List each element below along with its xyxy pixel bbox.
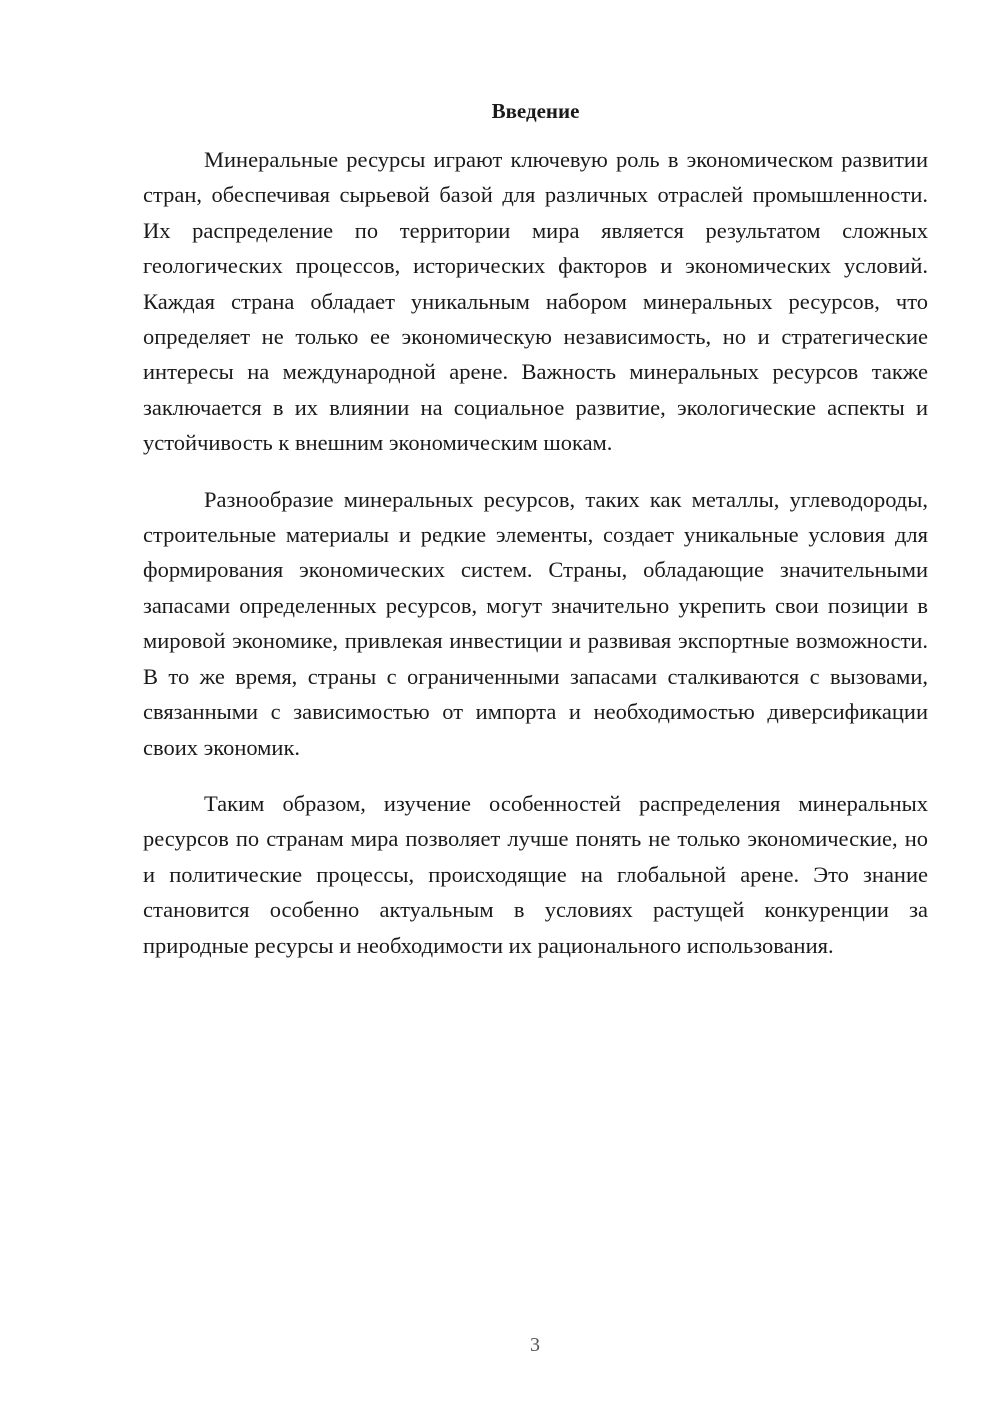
paragraph-1: Минеральные ресурсы играют ключевую роль в экономическом развитии стран, обеспечивая сырьевой базой для различных отраслей промышленности. Их распределение по территории мира является результатом сложных геологических процессов, исторических факторов и экономических условий. Каждая страна обладает уникальным набором минеральных ресурсов, что определяет не только ее экономическую независимость, но и стратегические интересы на международной арене. Важность минеральных ресурсов также заключается в их влиянии на социальное развитие, экологические аспекты и устойчивость к внешним экономическим шокам.	[143, 147, 928, 456]
section-heading: Введение	[491, 99, 580, 123]
paragraph-3: Таким образом, изучение особенностей распределения минеральных ресурсов по странам мира позволяет лучше понять не только экономические, но и политические процессы, происходящие на глобальной арене. Это знание становится особенно актуальным в условиях растущей конкуренции за природные ресурсы и необходимости их рационального использования.	[143, 790, 928, 958]
body-text	[143, 142, 928, 984]
page-number: 3	[530, 1334, 540, 1356]
paragraph-2: Разнообразие минеральных ресурсов, таких как металлы, углеводороды, строительные материалы и редкие элементы, создает уникальные условия для формирования экономических систем. Страны, обладающие значительными запасами определенных ресурсов, могут значительно укрепить свои позиции в мировой экономике, привлекая инвестиции и развивая экспортные возможности. В то же время, страны с ограниченными запасами сталкиваются с вызовами, связанными с зависимостью от импорта и необходимостью диверсификации своих экономик.	[143, 486, 928, 760]
